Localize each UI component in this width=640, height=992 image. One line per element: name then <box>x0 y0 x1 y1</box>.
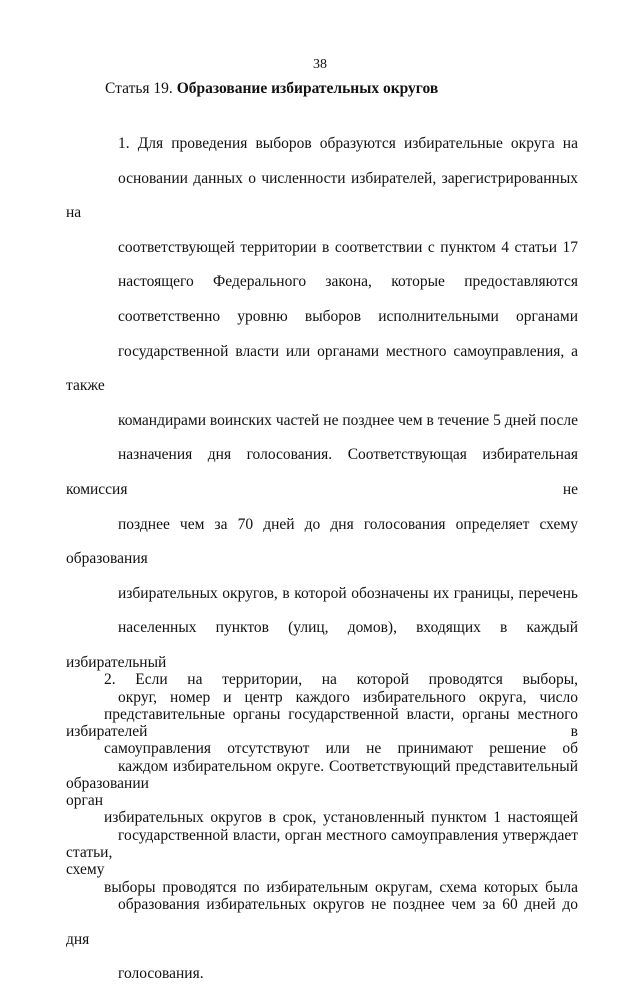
paragraph-1-line: 1. Для проведения выборов образуются избирательные округа на <box>118 135 578 152</box>
paragraph-2-line: представительные органы государственной власти, органы местного <box>104 705 578 723</box>
paragraph-2 <box>66 663 578 905</box>
paragraph-2-line: самоуправления отсутствуют или не принимают решение об образовании <box>66 740 578 792</box>
paragraph-1-line: населенных пунктов (улиц, домов), входящих в каждый избирательный <box>66 619 578 671</box>
article-heading <box>105 80 438 98</box>
paragraph-1-line: округ, номер и центр каждого избирательного округа, число избирателей в <box>66 688 578 741</box>
article-title: Образование избирательных округов <box>176 80 439 97</box>
paragraph-1-line: соответствующей территории в соответствии с пунктом 4 статьи 17 <box>118 238 578 256</box>
paragraph-1-line: голосования. <box>118 965 204 983</box>
paragraph-1-line: командирами воинских частей не позднее чем в течение 5 дней после <box>118 411 578 429</box>
paragraph-1-line: образования избирательных округов не позднее чем за 60 дней до дня <box>66 896 578 948</box>
paragraph-1-line: основании данных о численности избирателей, зарегистрированных на <box>66 169 578 222</box>
paragraph-1-line: позднее чем за 70 дней до дня голосования определяет схему образования <box>66 515 578 568</box>
page-number: 38 <box>313 57 327 72</box>
paragraph-2-line: выборы проводятся по избирательным округам, схема которых была <box>104 878 578 896</box>
paragraph-1-line: настоящего Федерального закона, которые предоставляются <box>118 273 578 291</box>
paragraph-1-line: государственной власти, орган местного самоуправления утверждает схему <box>66 826 578 879</box>
paragraph-2-line: избирательных округов в срок, установленный пунктом 1 настоящей статьи, <box>66 809 578 861</box>
paragraph-2-line: 2. Если на территории, на которой проводятся выборы, <box>104 671 578 688</box>
paragraph-1-line: соответственно уровню выборов исполнительными органами <box>118 307 578 325</box>
paragraph-1-line: каждом избирательном округе. Соответствующий представительный орган <box>66 757 578 810</box>
paragraph-1-line: избирательных округов, в которой обозначены их границы, перечень <box>118 584 578 602</box>
article-prefix: Статья 19. <box>105 80 173 97</box>
paragraph-1-line: государственной власти или органами местного самоуправления, а также <box>66 342 578 395</box>
paragraph-1-line: назначения дня голосования. Соответствующая избирательная комиссия не <box>66 446 578 498</box>
